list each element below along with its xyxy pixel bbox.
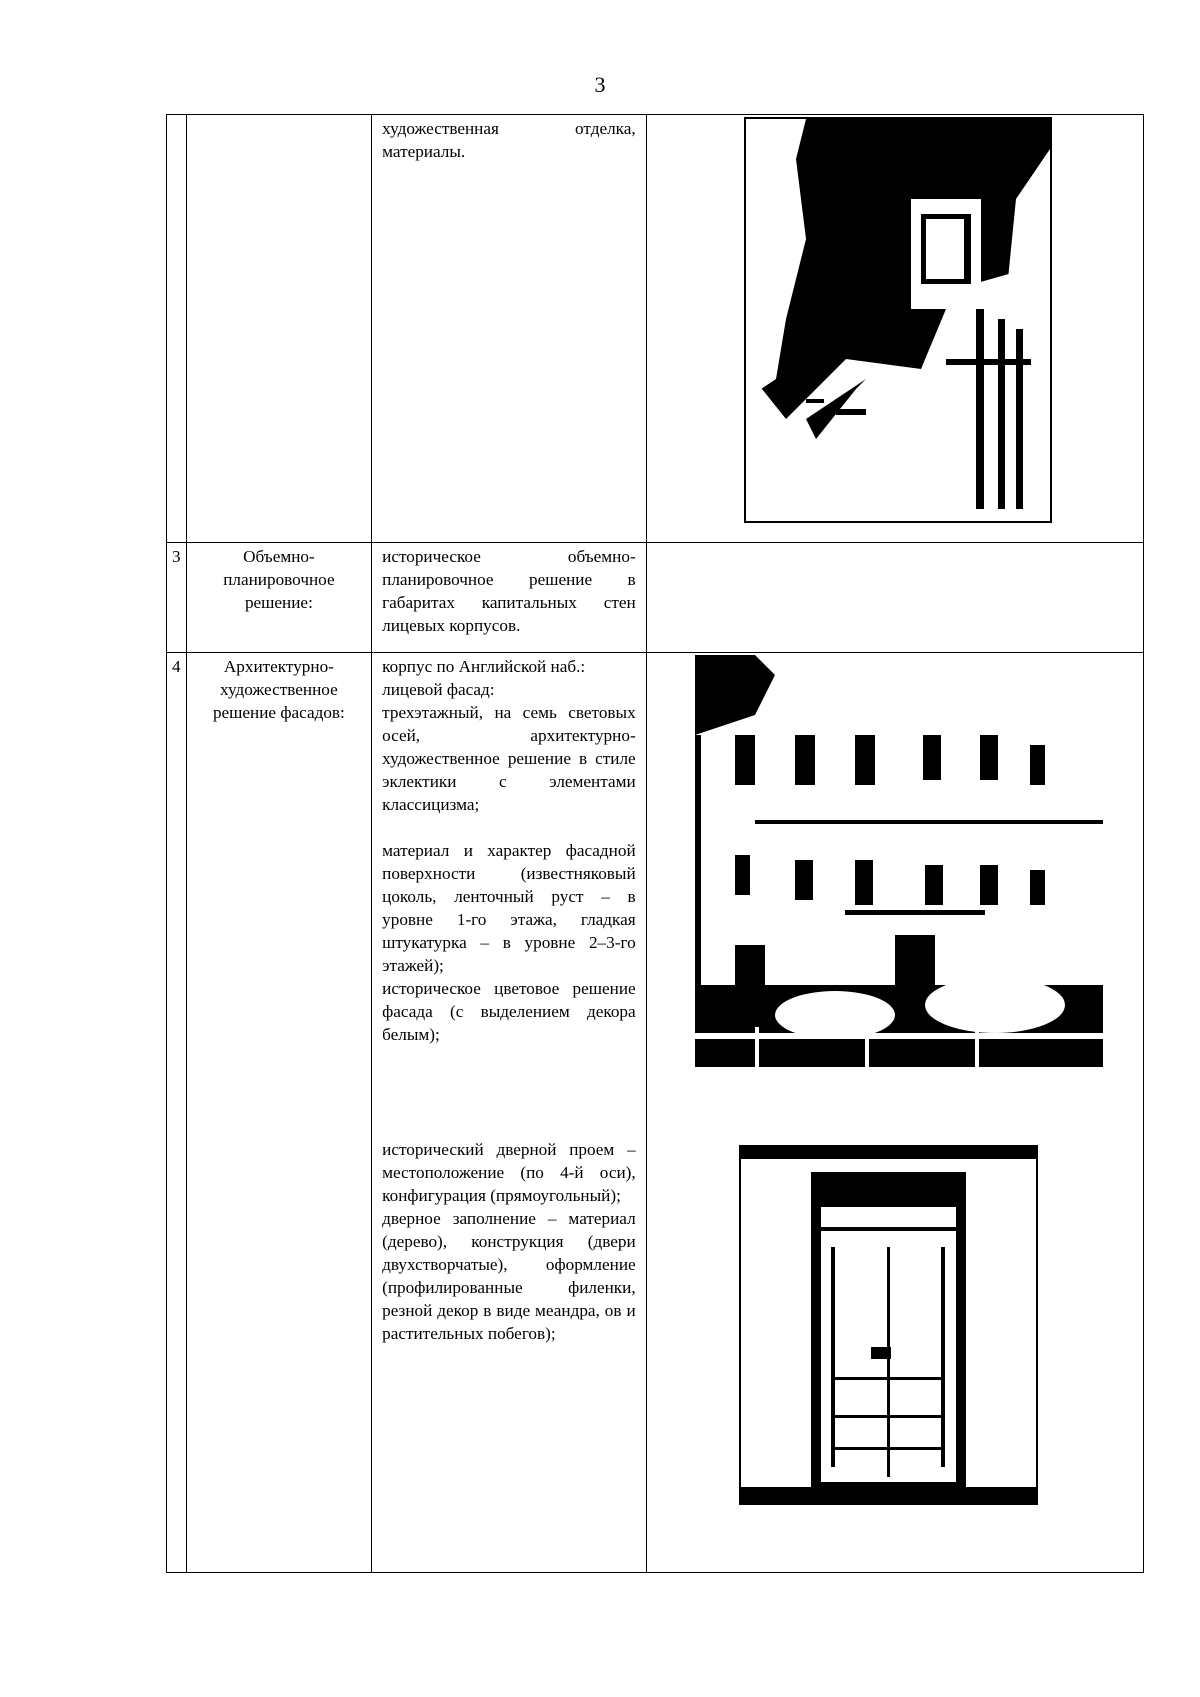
entrance-door-photo [739, 1145, 1038, 1505]
description-paragraph: исторический дверной проем – местоположение (по 4-й оси), конфигурация (прямоугольный); [382, 1140, 636, 1205]
description-paragraph: дверное заполнение – материал (дерево), конструкция (двери двухстворчатые), оформление (профилированные филенки, резной декор в виде меандра, ов и растительных побегов); [382, 1209, 636, 1343]
street-facade-photo [695, 655, 1103, 1067]
description-paragraph: материал и характер фасадной поверхности (известняковый цоколь, ленточный руст – в уровне 1-го этажа, гладкая штукатурка – в уровне 2–3-го этажей); [382, 841, 636, 975]
row-photo-cell [646, 115, 1143, 543]
table-row [167, 653, 1144, 1573]
row-name-cell [186, 115, 371, 543]
table-row [167, 543, 1144, 653]
page-number: 3 [594, 72, 606, 97]
facade-label: лицевой фасад: [382, 680, 495, 699]
row-photo-cell [646, 653, 1143, 1573]
row-number-cell: 3 [167, 543, 187, 653]
row-number-cell [167, 115, 187, 543]
row-photo-cell [646, 543, 1143, 653]
building-block-label: корпус по Английской наб.: [382, 657, 586, 676]
row-number-cell: 4 [167, 653, 187, 1573]
table-row [167, 115, 1144, 543]
row-description-cell [372, 653, 647, 1573]
description-paragraph: историческое цветовое решение фасада (с выделением декора белым); [382, 979, 636, 1044]
row-description-cell [372, 115, 647, 543]
row-name-cell: Объемно-планировочное решение: [186, 543, 371, 653]
row-description-cell [372, 543, 647, 653]
description-paragraph: историческое объемно-планировочное решение в габаритах капитальных стен лицевых корпусов. [382, 547, 636, 635]
protection-subject-table [166, 114, 1144, 1573]
row-name-cell: Архитектурно-художественное решение фасадов: [186, 653, 371, 1573]
description-paragraph: трехэтажный, на семь световых осей, архитектурно-художественное решение в стиле эклектики с элементами классицизма; [382, 703, 636, 814]
courtyard-passage-photo [744, 117, 1052, 523]
description-paragraph: художественная отделка, материалы. [382, 119, 636, 161]
